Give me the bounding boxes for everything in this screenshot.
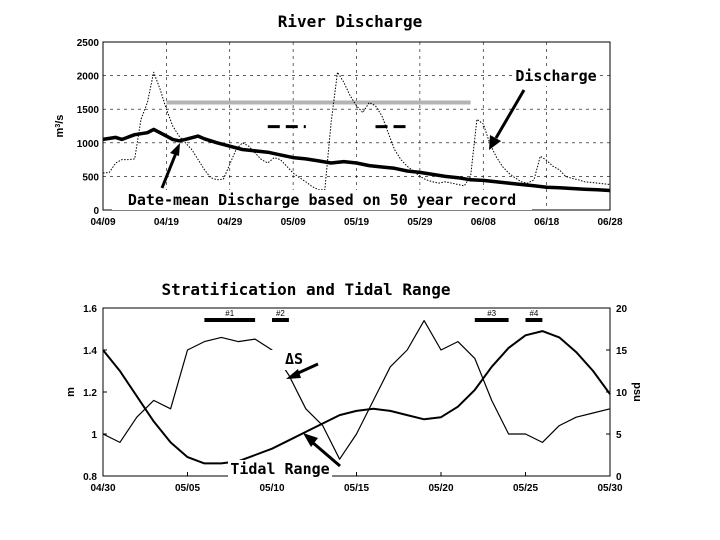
sampling-marker-label: #3 <box>487 309 497 318</box>
discharge-y-tick-label: 2000 <box>76 71 99 83</box>
discharge-annotation: Discharge <box>515 67 597 85</box>
stratification-chart-title: Stratification and Tidal Range <box>161 280 451 299</box>
discharge-x-tick-label: 06/28 <box>597 217 623 228</box>
stratification-x-tick-label: 05/25 <box>512 483 539 494</box>
stratification-left-tick-label: 0.8 <box>83 472 97 483</box>
stratification-x-tick-label: 05/05 <box>174 483 201 494</box>
delta-s-annotation: ΔS <box>284 350 304 368</box>
stratification-right-tick-label: 5 <box>616 430 622 441</box>
stratification-x-tick-label: 05/20 <box>428 483 454 494</box>
sampling-marker-label: #2 <box>275 309 285 318</box>
discharge-x-tick-label: 05/29 <box>407 217 433 228</box>
discharge-y-tick-label: 2500 <box>76 38 99 49</box>
discharge-x-tick-label: 04/29 <box>217 217 243 228</box>
discharge-y-tick-label: 1000 <box>76 138 99 150</box>
discharge-y-tick-label: 1500 <box>76 105 99 117</box>
stratification-x-tick-label: 05/10 <box>259 483 285 494</box>
discharge-x-tick-label: 05/19 <box>343 217 370 228</box>
discharge-x-tick-label: 04/19 <box>153 217 179 228</box>
discharge-chart <box>54 12 623 228</box>
discharge-y-tick-label: 0 <box>93 206 99 217</box>
stratification-right-tick-label: 10 <box>616 388 628 399</box>
stratification-right-tick-label: 15 <box>616 346 628 357</box>
discharge-x-tick-label: 05/09 <box>280 217 306 228</box>
stratification-left-tick-label: 1.4 <box>83 346 97 357</box>
discharge-x-tick-label: 06/08 <box>470 217 496 228</box>
stratification-right-tick-label: 20 <box>616 304 628 315</box>
stratification-left-tick-label: 1.6 <box>83 304 97 315</box>
discharge-y-axis-label: $m^3/s$ <box>54 114 66 138</box>
sampling-marker-label: #4 <box>529 309 539 318</box>
stratification-right-axis-label: psu <box>631 382 643 402</box>
stratification-left-tick-label: 1.2 <box>83 388 97 399</box>
stratification-x-tick-label: 05/30 <box>597 483 623 494</box>
stratification-left-tick-label: 1 <box>91 430 97 441</box>
discharge-x-tick-label: 04/09 <box>90 217 116 228</box>
stratification-x-tick-label: 05/15 <box>343 483 370 494</box>
discharge-x-tick-label: 06/18 <box>534 217 560 228</box>
mean-discharge-annotation: Date-mean Discharge based on 50 year record <box>127 191 517 209</box>
stratification-chart <box>65 280 643 494</box>
discharge-chart-title: River Discharge <box>277 12 423 31</box>
discharge-y-tick-label: 500 <box>82 172 99 184</box>
stratification-right-tick-label: 0 <box>616 472 622 483</box>
sampling-marker-label: #1 <box>225 309 235 318</box>
stratification-left-axis-label: m <box>65 387 77 397</box>
tidal-range-annotation: Tidal Range <box>230 460 330 478</box>
stratification-x-tick-label: 04/30 <box>90 483 116 494</box>
